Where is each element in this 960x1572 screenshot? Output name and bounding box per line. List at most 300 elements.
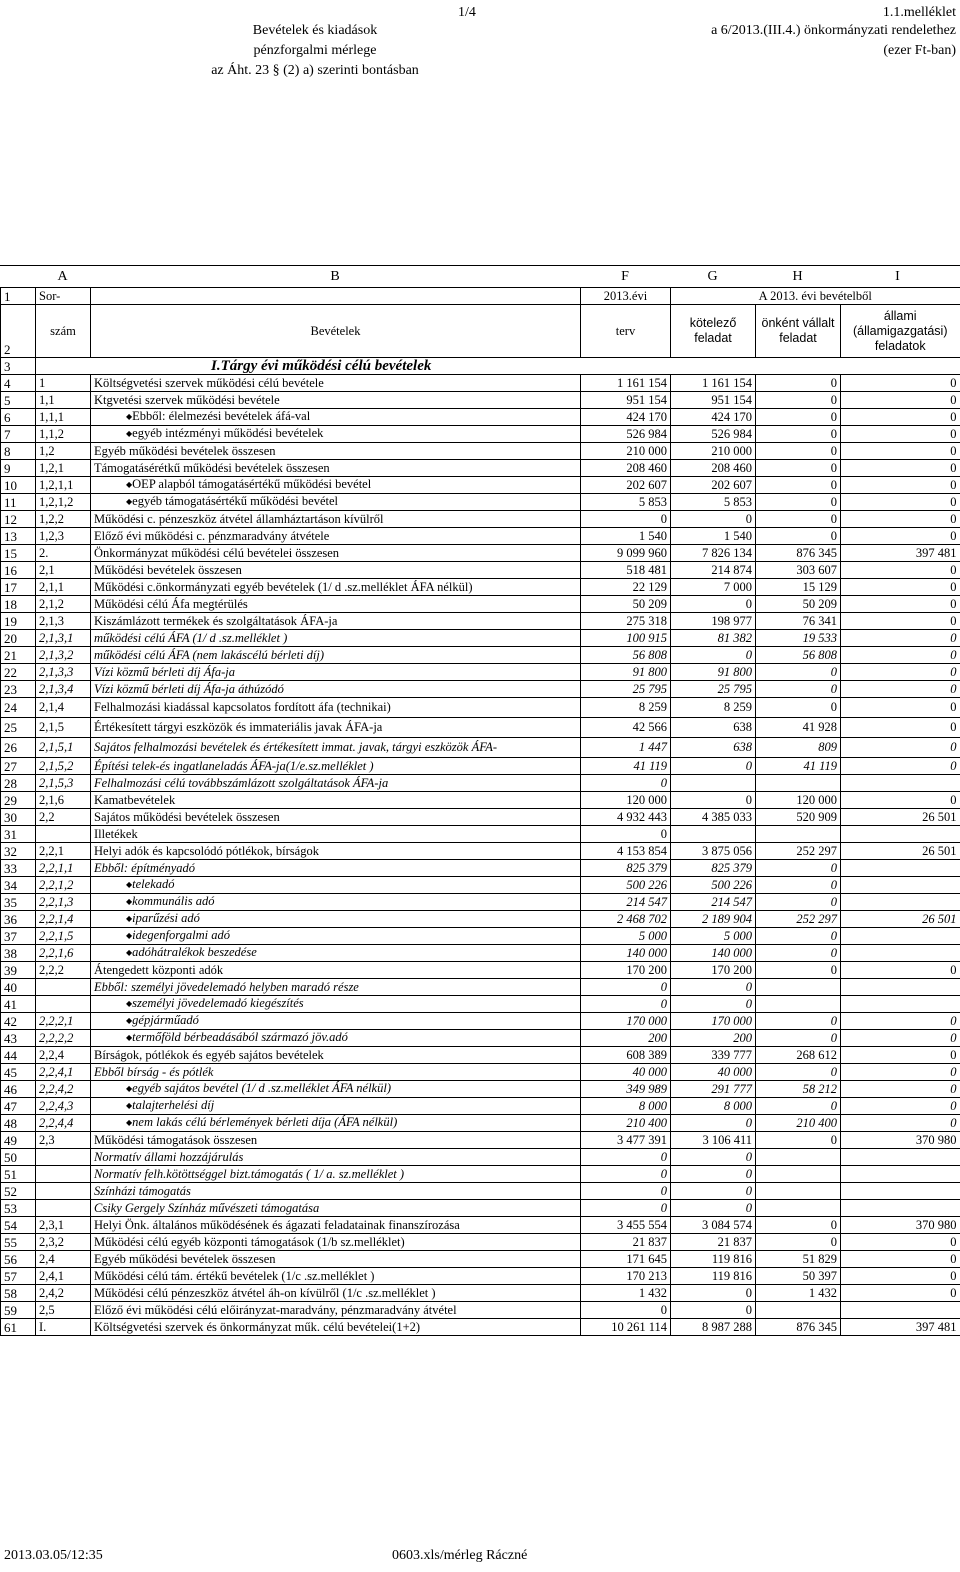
bullet-icon: ◆ (126, 497, 133, 506)
row-code: 2. (36, 545, 91, 562)
state-value: 397 481 (841, 1319, 960, 1336)
mandatory-value (671, 775, 756, 792)
row-label-text: Költségvetési szervek működési célú bevétele (94, 375, 324, 390)
plan-value: 170 200 (581, 962, 671, 979)
col-letter-f: F (621, 269, 629, 284)
bullet-icon: ◆ (126, 999, 133, 1008)
row-number: 58 (1, 1285, 36, 1302)
mandatory-value: 198 977 (671, 613, 756, 630)
row-number: 30 (1, 809, 36, 826)
row-label (91, 1217, 581, 1234)
table-row (1, 460, 960, 477)
voluntary-value: 0 (756, 1013, 841, 1030)
state-value: 0 (841, 613, 960, 630)
state-value: 0 (841, 647, 960, 664)
bullet-icon: ◆ (126, 1118, 133, 1127)
state-value (841, 1166, 960, 1183)
row-number: 38 (1, 945, 36, 962)
table-row (1, 758, 960, 775)
state-value (841, 894, 960, 911)
row-code: 2,4,1 (36, 1268, 91, 1285)
mandatory-value: 8 000 (671, 1098, 756, 1115)
row-code: 2,1,5,1 (36, 738, 91, 758)
voluntary-value (756, 1166, 841, 1183)
mandatory-value: 5 853 (671, 494, 756, 511)
state-value: 0 (841, 1268, 960, 1285)
row-label (91, 1132, 581, 1149)
table-row (1, 928, 960, 945)
state-value: 0 (841, 738, 960, 758)
state-value: 0 (841, 1064, 960, 1081)
row-number: 5 (1, 392, 36, 409)
row-label (91, 1064, 581, 1081)
row-label-text: iparűzési adó (132, 911, 200, 925)
row-code: 2,1,3,1 (36, 630, 91, 647)
row-label-text: Kamatbevételek (94, 792, 176, 807)
mandatory-value: 0 (671, 1166, 756, 1183)
row-label-text: Költségvetési szervek és önkormányzat műk. célú bevételei(1+2) (94, 1319, 421, 1334)
row-label (91, 775, 581, 792)
voluntary-value: 41 928 (756, 718, 841, 738)
row-code (36, 1149, 91, 1166)
mandatory-value: 7 000 (671, 579, 756, 596)
plan-value: 4 153 854 (581, 843, 671, 860)
row-label (91, 1013, 581, 1030)
mandatory-value: 0 (671, 792, 756, 809)
mandatory-value: 119 816 (671, 1268, 756, 1285)
mandatory-value: 0 (671, 1183, 756, 1200)
plan-value: 1 540 (581, 528, 671, 545)
row-code: 2,3,1 (36, 1217, 91, 1234)
row-label-text: telekadó (132, 877, 175, 891)
table-row (1, 996, 960, 1013)
plan-value: 3 477 391 (581, 1132, 671, 1149)
row-label-text: Működési c.önkormányzati egyéb bevételek (1/ d .sz.melléklet ÁFA nélkül) (94, 579, 473, 594)
row-number: 37 (1, 928, 36, 945)
state-value (841, 928, 960, 945)
row-code: 2,5 (36, 1302, 91, 1319)
row-label (91, 962, 581, 979)
state-value: 0 (841, 718, 960, 738)
plan-value: 0 (581, 1166, 671, 1183)
row-label-text: Felhalmozási kiadással kapcsolatos fordított áfa (technikai) (94, 700, 391, 714)
mandatory-value: 3 084 574 (671, 1217, 756, 1234)
voluntary-value: 0 (756, 460, 841, 477)
row-number: 6 (1, 409, 36, 426)
plan-value: 50 209 (581, 596, 671, 613)
plan-value: 41 119 (581, 758, 671, 775)
mandatory-value: 0 (671, 647, 756, 664)
mandatory-value: 7 826 134 (671, 545, 756, 562)
row-label (91, 758, 581, 775)
row-label (91, 664, 581, 681)
voluntary-value: 252 297 (756, 911, 841, 928)
table-row (1, 1302, 960, 1319)
plan-value: 1 447 (581, 738, 671, 758)
voluntary-value: 50 209 (756, 596, 841, 613)
voluntary-value: 1 432 (756, 1285, 841, 1302)
row-number: 49 (1, 1132, 36, 1149)
voluntary-value: 120 000 (756, 792, 841, 809)
row-code: 2,1 (36, 562, 91, 579)
row-number: 27 (1, 758, 36, 775)
row-label-text: idegenforgalmi adó (132, 928, 230, 942)
title-line-3: az Áht. 23 § (2) a) szerinti bontásban (211, 63, 419, 78)
row-label (91, 596, 581, 613)
row-label-text: Normatív felh.kötöttséggel bizt.támogatás ( 1/ a. sz.melléklet ) (94, 1166, 405, 1181)
row-label (91, 718, 581, 738)
row-label (91, 579, 581, 596)
row-label (91, 477, 581, 494)
row-code: 1,1 (36, 392, 91, 409)
table-row (1, 962, 960, 979)
row-code: 1,2,2 (36, 511, 91, 528)
plan-value: 0 (581, 511, 671, 528)
title-line-2: pénzforgalmi mérlege (253, 43, 377, 58)
state-value: 0 (841, 409, 960, 426)
table-row (1, 1132, 960, 1149)
header-szam: szám (36, 305, 91, 358)
mandatory-value: 500 226 (671, 877, 756, 894)
voluntary-value: 0 (756, 877, 841, 894)
state-value: 0 (841, 426, 960, 443)
state-value: 0 (841, 596, 960, 613)
mandatory-value: 0 (671, 1200, 756, 1217)
mandatory-value: 8 259 (671, 698, 756, 718)
row-label (91, 1098, 581, 1115)
row-label-text: Színházi támogatás (94, 1183, 191, 1198)
row-label-text: Ebből: élelmezési bevételek áfá-val (132, 409, 311, 423)
state-value: 370 980 (841, 1132, 960, 1149)
row-number: 18 (1, 596, 36, 613)
voluntary-value: 210 400 (756, 1115, 841, 1132)
row-label (91, 826, 581, 843)
row-code: 2,2,1,5 (36, 928, 91, 945)
row-label (91, 528, 581, 545)
row-code: I. (36, 1319, 91, 1336)
plan-value: 140 000 (581, 945, 671, 962)
unit-label: (ezer Ft-ban) (883, 43, 956, 58)
voluntary-value (756, 996, 841, 1013)
mandatory-value: 638 (671, 738, 756, 758)
row-label (91, 1251, 581, 1268)
row-code: 2,2,1,4 (36, 911, 91, 928)
row-label-text: Előző évi működési c. pénzmaradvány átvétele (94, 528, 330, 543)
row-label-text: Egyéb működési bevételek összesen (94, 1251, 276, 1266)
mandatory-value: 424 170 (671, 409, 756, 426)
table-row (1, 1098, 960, 1115)
table-row (1, 1200, 960, 1217)
row-label-text: Vízi közmű bérleti díj Áfa-ja áthúzódó (94, 681, 284, 696)
table-row (1, 718, 960, 738)
voluntary-value: 51 829 (756, 1251, 841, 1268)
voluntary-value: 0 (756, 494, 841, 511)
row-code: 1,2,1,2 (36, 494, 91, 511)
plan-value: 9 099 960 (581, 545, 671, 562)
mandatory-value (671, 826, 756, 843)
row-label-text: Illetékek (94, 826, 138, 841)
voluntary-value: 0 (756, 698, 841, 718)
col-letter-i: I (895, 269, 900, 284)
table-row (1, 1064, 960, 1081)
state-value: 0 (841, 375, 960, 392)
row-label (91, 647, 581, 664)
state-value (841, 1200, 960, 1217)
header-allami: állami (államigazgatási) feladatok (841, 305, 960, 358)
state-value: 397 481 (841, 545, 960, 562)
row-number: 7 (1, 426, 36, 443)
row-label (91, 562, 581, 579)
voluntary-value (756, 1302, 841, 1319)
header-sor: Sor- (36, 288, 91, 305)
row-number: 48 (1, 1115, 36, 1132)
row-label-text: Egyéb működési bevételek összesen (94, 443, 276, 458)
row-code (36, 1166, 91, 1183)
plan-value: 0 (581, 1183, 671, 1200)
voluntary-value: 0 (756, 962, 841, 979)
table-row (1, 409, 960, 426)
plan-value: 170 213 (581, 1268, 671, 1285)
mandatory-value: 208 460 (671, 460, 756, 477)
row-label (91, 1200, 581, 1217)
row-code: 2,2,2 (36, 962, 91, 979)
annex-label: 1.1.melléklet (882, 5, 956, 20)
row-code: 2,2,1 (36, 843, 91, 860)
row-number: 20 (1, 630, 36, 647)
plan-value: 2 468 702 (581, 911, 671, 928)
row-label-text: Működési célú pénzeszköz átvétel áh-on kívülről (1/c .sz.melléklet ) (94, 1285, 436, 1300)
row-label-text: kommunális adó (132, 894, 215, 908)
plan-value: 22 129 (581, 579, 671, 596)
table-row (1, 1013, 960, 1030)
plan-value: 208 460 (581, 460, 671, 477)
voluntary-value: 50 397 (756, 1268, 841, 1285)
row-code: 2,4,2 (36, 1285, 91, 1302)
row-number: 51 (1, 1166, 36, 1183)
plan-value: 25 795 (581, 681, 671, 698)
footer-file: 0603.xls/mérleg Ráczné (392, 1548, 528, 1563)
row-number: 25 (1, 718, 36, 738)
row-label-text: Csiky Gergely Színház művészeti támogatása (94, 1200, 320, 1215)
mandatory-value: 3 875 056 (671, 843, 756, 860)
state-value: 0 (841, 698, 960, 718)
row-label (91, 979, 581, 996)
plan-value: 21 837 (581, 1234, 671, 1251)
table-row (1, 528, 960, 545)
plan-value: 1 161 154 (581, 375, 671, 392)
row-label (91, 911, 581, 928)
row-code (36, 826, 91, 843)
row-number: 10 (1, 477, 36, 494)
plan-value: 5 853 (581, 494, 671, 511)
voluntary-value: 76 341 (756, 613, 841, 630)
row-label (91, 1047, 581, 1064)
state-value (841, 1149, 960, 1166)
mandatory-value: 91 800 (671, 664, 756, 681)
mandatory-value: 3 106 411 (671, 1132, 756, 1149)
row-number: 12 (1, 511, 36, 528)
plan-value: 0 (581, 996, 671, 1013)
table-row (1, 443, 960, 460)
plan-value: 349 989 (581, 1081, 671, 1098)
row-label-text: Ktgvetési szervek működési bevétele (94, 392, 280, 407)
voluntary-value: 0 (756, 945, 841, 962)
bullet-icon: ◆ (126, 412, 133, 421)
mandatory-value: 140 000 (671, 945, 756, 962)
state-value: 0 (841, 579, 960, 596)
voluntary-value: 0 (756, 375, 841, 392)
col-letter-g: G (707, 269, 718, 284)
row-number: 61 (1, 1319, 36, 1336)
mandatory-value: 0 (671, 596, 756, 613)
voluntary-value: 0 (756, 426, 841, 443)
plan-value: 120 000 (581, 792, 671, 809)
mandatory-value: 200 (671, 1030, 756, 1047)
row-code: 1,2,3 (36, 528, 91, 545)
row-number: 45 (1, 1064, 36, 1081)
footer-timestamp: 2013.03.05/12:35 (4, 1548, 103, 1563)
mandatory-value: 170 200 (671, 962, 756, 979)
state-value (841, 1302, 960, 1319)
row-number: 31 (1, 826, 36, 843)
row-number: 15 (1, 545, 36, 562)
mandatory-value: 0 (671, 1285, 756, 1302)
state-value: 0 (841, 792, 960, 809)
voluntary-value: 252 297 (756, 843, 841, 860)
col-letter-b: B (330, 269, 340, 284)
row-label (91, 843, 581, 860)
row-number: 22 (1, 664, 36, 681)
revenue-table (0, 287, 960, 1336)
row-label (91, 1285, 581, 1302)
plan-value: 526 984 (581, 426, 671, 443)
row-label (91, 494, 581, 511)
state-value (841, 1183, 960, 1200)
row-label-text: Felhalmozási célú továbbszámlázott szolgáltatások ÁFA-ja (94, 775, 389, 790)
annex-reference (630, 21, 956, 61)
state-value: 26 501 (841, 911, 960, 928)
state-value: 0 (841, 460, 960, 477)
row-number: 9 (1, 460, 36, 477)
mandatory-value: 339 777 (671, 1047, 756, 1064)
voluntary-value: 303 607 (756, 562, 841, 579)
mandatory-value: 0 (671, 979, 756, 996)
voluntary-value: 809 (756, 738, 841, 758)
mandatory-value: 0 (671, 996, 756, 1013)
mandatory-value: 0 (671, 1115, 756, 1132)
state-value: 0 (841, 681, 960, 698)
row-label (91, 545, 581, 562)
row-number: 1 (1, 288, 36, 305)
row-code: 1 (36, 375, 91, 392)
row-label-text: Bírságok, pótlékok és egyéb sajátos bevételek (94, 1047, 324, 1062)
voluntary-value: 0 (756, 1098, 841, 1115)
table-row (1, 979, 960, 996)
row-label-text: Átengedett központi adók (94, 962, 224, 977)
table-row (1, 494, 960, 511)
table-row (1, 894, 960, 911)
row-number: 13 (1, 528, 36, 545)
row-label-text: Működési bevételek összesen (94, 562, 242, 577)
row-number: 16 (1, 562, 36, 579)
column-letter-row (0, 265, 960, 288)
row-number: 11 (1, 494, 36, 511)
row-code: 2,2,1,3 (36, 894, 91, 911)
plan-value: 200 (581, 1030, 671, 1047)
bullet-icon: ◆ (126, 480, 133, 489)
row-number: 59 (1, 1302, 36, 1319)
table-row (1, 613, 960, 630)
state-value: 0 (841, 664, 960, 681)
mandatory-value: 5 000 (671, 928, 756, 945)
row-label-text: Működési célú Áfa megtérülés (94, 596, 248, 611)
voluntary-value: 0 (756, 1030, 841, 1047)
row-label (91, 443, 581, 460)
plan-value: 0 (581, 1302, 671, 1319)
col-letter-h: H (792, 269, 803, 284)
annex-ref-line: a 6/2013.(III.4.) önkormányzati rendelethez (711, 23, 956, 38)
row-code: 2,1,3,4 (36, 681, 91, 698)
row-label (91, 392, 581, 409)
table-row (1, 826, 960, 843)
voluntary-value: 268 612 (756, 1047, 841, 1064)
row-code: 2,2,4,4 (36, 1115, 91, 1132)
row-code (36, 979, 91, 996)
row-label-text: Ebből bírság - és pótlék (94, 1064, 214, 1079)
document-title (30, 21, 600, 81)
row-number: 28 (1, 775, 36, 792)
row-code: 2,4 (36, 1251, 91, 1268)
mandatory-value: 21 837 (671, 1234, 756, 1251)
table-row (1, 843, 960, 860)
row-code: 2,3 (36, 1132, 91, 1149)
row-code: 1,2,1,1 (36, 477, 91, 494)
table-row (1, 1319, 960, 1336)
row-label (91, 1166, 581, 1183)
mandatory-value: 2 189 904 (671, 911, 756, 928)
row-number: 42 (1, 1013, 36, 1030)
row-number: 50 (1, 1149, 36, 1166)
voluntary-value (756, 1200, 841, 1217)
voluntary-value: 520 909 (756, 809, 841, 826)
voluntary-value: 0 (756, 392, 841, 409)
mandatory-value: 291 777 (671, 1081, 756, 1098)
row-label (91, 409, 581, 426)
row-code: 1,2,1 (36, 460, 91, 477)
row-code: 2,2,1,2 (36, 877, 91, 894)
row-number: 33 (1, 860, 36, 877)
state-value: 0 (841, 1285, 960, 1302)
table-row (1, 860, 960, 877)
table-row (1, 809, 960, 826)
row-label (91, 426, 581, 443)
row-label (91, 928, 581, 945)
row-label (91, 511, 581, 528)
table-row (1, 664, 960, 681)
table-row (1, 792, 960, 809)
row-number: 32 (1, 843, 36, 860)
row-code: 1,2 (36, 443, 91, 460)
row-label-text: személyi jövedelemadó kiegészítés (132, 996, 304, 1010)
table-row (1, 1115, 960, 1132)
row-label (91, 1115, 581, 1132)
row-code: 2,2,4,3 (36, 1098, 91, 1115)
plan-value: 8 259 (581, 698, 671, 718)
plan-value: 40 000 (581, 1064, 671, 1081)
row-label-text: OEP alapból támogatásértékű működési bevétel (132, 477, 372, 491)
plan-value: 518 481 (581, 562, 671, 579)
row-label-text: Építési telek-és ingatlaneladás ÁFA-ja(1/e.sz.melléklet ) (94, 758, 374, 773)
